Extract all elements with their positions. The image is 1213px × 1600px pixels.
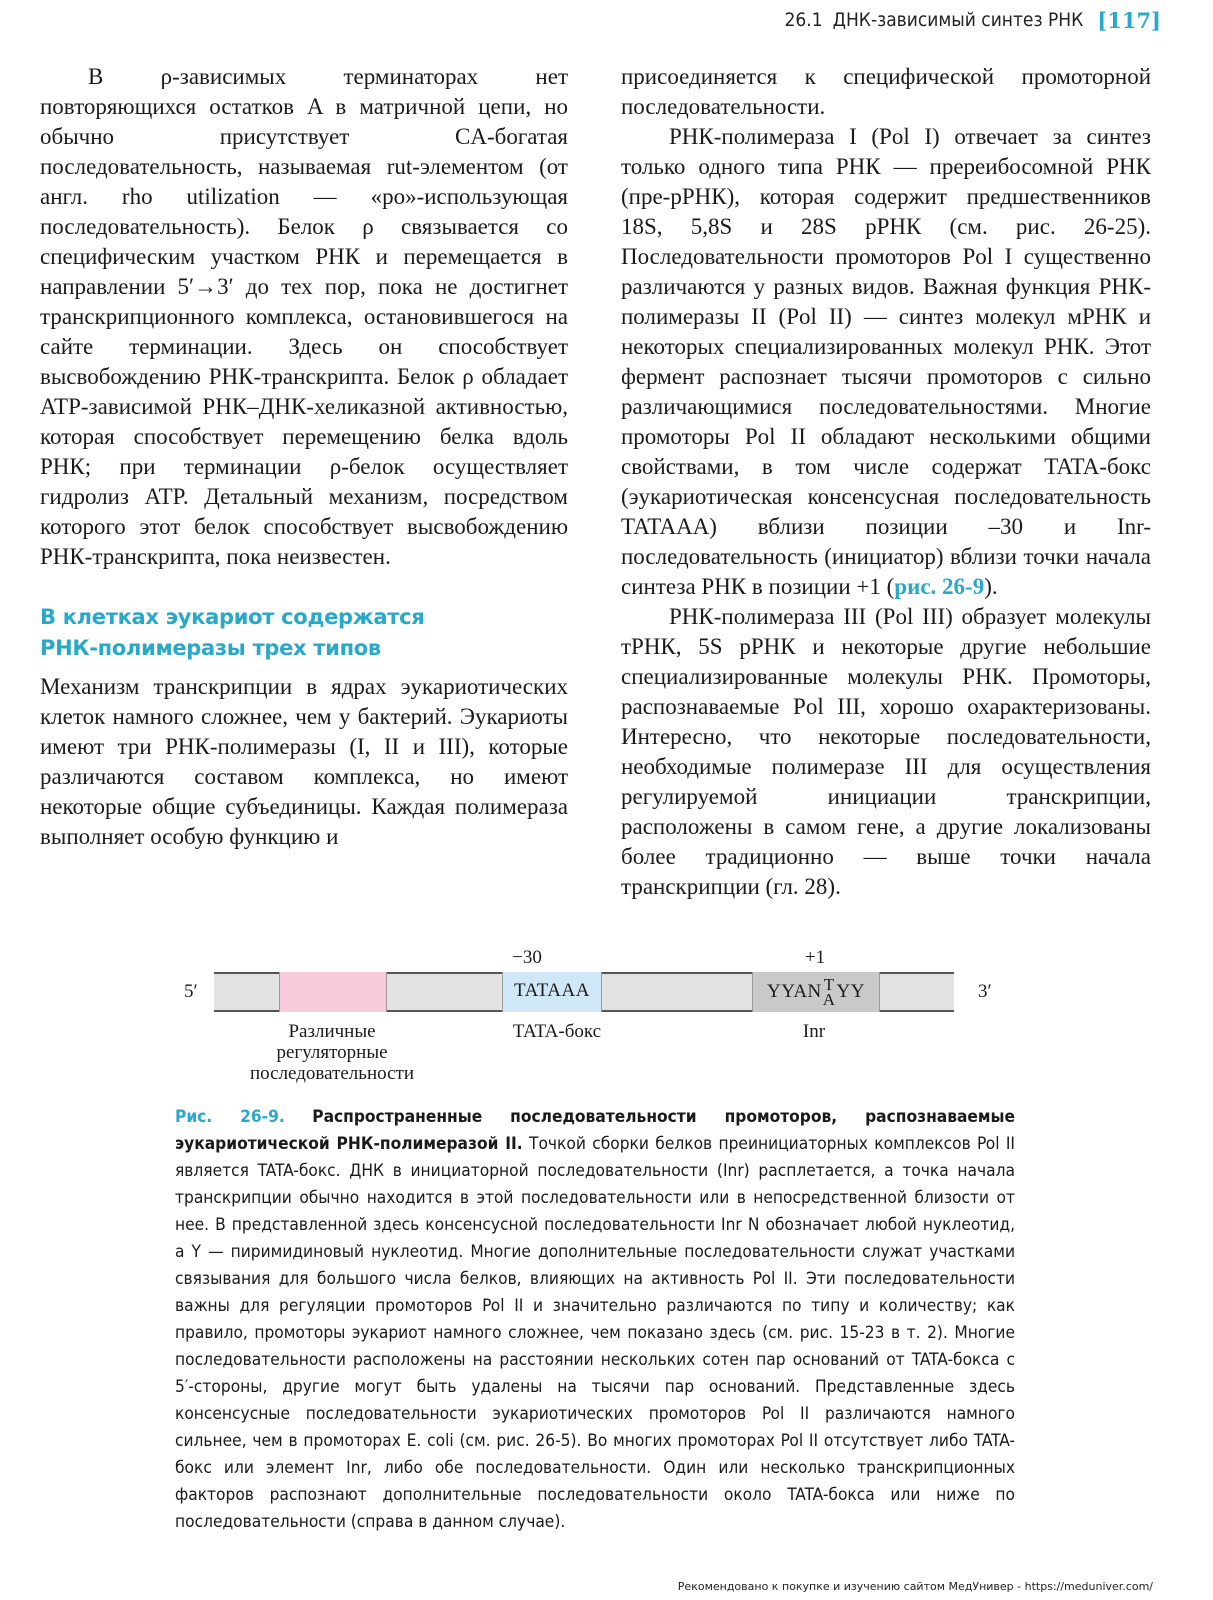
pol-i-ii-end: ). [984, 574, 998, 599]
regulatory-label [232, 1021, 432, 1084]
tata-box-label: TATA-бокс [512, 1021, 602, 1042]
pol-i-ii-text: РНК-полимераза I (Pol I) отвечает за синтез только одного типа РНК — пререибосомной РНК (пре-рРНК), которая содержит предшественников 18S, 5,8S и 28S рРНК (см. рис. 26-25). Последовательности промоторов Pol I существенно различаются у разных видов. Важная функция РНК-полимеразы II (Pol II) — синтез молекул мРНК и некоторых специализированных молекул РНК. Этот фермент распознает тысячи промоторов с сильно различающимися последовательностями. Многие промоторы Pol II обладают несколькими общими свойствами, в том числе содержат TATA-бокс (эукариотическая консенсусная последовательность TATAAA) вблизи позиции –30 и Inr-последовательность (инициатор) вблизи точки начала синтеза РНК в позиции +1 ( [621, 124, 1151, 599]
running-header [785, 4, 1161, 36]
footer-note: Рекомендовано к покупке и изучению сайтом МедУнивер - https://meduniver.com/ [677, 1580, 1153, 1593]
figure-caption [175, 1104, 1015, 1536]
caption-figure-number: Рис. 26-9. [175, 1107, 285, 1127]
paragraph-pol-i-ii [621, 122, 1151, 602]
heading-line-1: В клетках эукариот содержатся [40, 605, 425, 629]
regulatory-label-line-1: Различные [288, 1021, 376, 1042]
inr-segment [752, 972, 880, 1012]
right-column [621, 62, 1151, 902]
heading-line-2: РНК-полимеразы трех типов [40, 636, 381, 660]
regulatory-label-line-2: регуляторные [276, 1042, 388, 1063]
section-heading [40, 602, 568, 664]
regulatory-sequences-segment [279, 972, 387, 1012]
section-number: 26.1 [784, 9, 823, 31]
position-minus-30: −30 [512, 947, 542, 968]
paragraph-pol-iii: РНК-полимераза III (Pol III) образует молекулы тРНК, 5S рРНК и некоторые другие небольшие специализированные молекулы РНК. Промоторы, распознаваемые Pol III, хорошо охарактеризованы. Интересно, что некоторые последовательности, необходимые полимеразе III для осуществления регулируемой инициации транскрипции, расположены в самом гене, а другие локализованы более традиционно — выше точки начала транскрипции (гл. 28). [621, 604, 1151, 899]
inr-left: YYAN [766, 981, 822, 1002]
five-prime-label: 5′ [184, 981, 198, 1002]
section-title: ДНК-зависимый синтез РНК [832, 9, 1084, 31]
paragraph-rho-termination: В ρ-зависимых терминаторах нет повторяющихся остатков A в матричной цепи, но обычно присутствует CA-богатая последовательность, называемая rut-элементом (от англ. rho utilization — «ро»-использующая последовательность). Белок ρ связывается со специфическим участком РНК и перемещается в направлении 5′→3′ до тех пор, пока не достигнет транскрипционного комплекса, остановившегося на сайте терминации. Здесь он способствует высвобождению РНК-транскрипта. Белок ρ обладает ATP-зависимой РНК–ДНК-хеликазной активностью, которая способствует перемещению белка вдоль РНК; при терминации ρ-белок осуществляет гидролиз ATP. Детальный механизм, посредством которого этот белок способствует высвобождению РНК-транскрипта, пока неизвестен. [40, 64, 568, 569]
dna-strand [214, 972, 954, 1012]
left-column [40, 62, 568, 852]
paragraph-continuation: присоединяется к специфической промоторной последовательности. [621, 64, 1151, 119]
promoter-diagram [180, 945, 1020, 1095]
inr-label: Inr [802, 1021, 826, 1042]
position-plus-1: +1 [804, 947, 826, 968]
three-prime-label: 3′ [978, 981, 992, 1002]
tata-sequence: TATAAA [514, 980, 590, 1001]
inr-sequence [753, 974, 879, 1010]
caption-title: Распространенные последовательности промоторов, распознаваемые эукариотической РНК-полимеразой II. [175, 1107, 1016, 1154]
tata-box-segment [502, 972, 602, 1012]
inr-right: YY [836, 981, 865, 1002]
page-number: [117] [1097, 7, 1161, 33]
regulatory-label-line-3: последовательности [250, 1063, 414, 1084]
caption-text: Точкой сборки белков преинициаторных комплексов Pol II является TATA-бокс. ДНК в инициаторной последовательности (Inr) расплетается, а точка начала транскрипции обычно находится в этой последовательности или в непосредственной близости от нее. В представленной здесь консенсусной последовательности Inr N обозначает любой нуклеотид, а Y — пиримидиновый нуклеотид. Многие дополнительные последовательности служат участками связывания для большого числа белков, влияющих на активность Pol II. Эти последовательности важны для регуляции промоторов Pol II и значительно различаются по типу и количеству; как правило, промоторы эукариот намного сложнее, чем показано здесь (см. рис. 15-23 в т. 2). Многие последовательности расположены на расстоянии нескольких сотен пар оснований от TATA-бокса с 5′-стороны, другие могут быть удалены на тысячи пар оснований. Представленные здесь консенсусные последовательности эукариотических промоторов Pol II различаются намного сильнее, чем в промоторах E. coli (см. рис. 26-5). Во многих промоторах Pol II отсутствует либо TATA-бокс или элемент Inr, либо обе последовательности. Один или несколько транскрипционных факторов распознают дополнительные последовательности около TATA-бокса или ниже по последовательности (справа в данном случае). [175, 1134, 1015, 1532]
figure-reference-link[interactable]: рис. 26-9 [894, 574, 985, 599]
inr-bottom: A [822, 990, 836, 1009]
inr-top: T [823, 975, 835, 994]
paragraph-eukaryotic-transcription: Механизм транскрипции в ядрах эукариотических клеток намного сложнее, чем у бактерий. Эукариоты имеют три РНК-полимеразы (I, II и III), которые различаются составом комплекса, но имеют некоторые общие субъединицы. Каждая полимераза выполняет особую функцию и [40, 674, 568, 849]
inr-stacked [823, 977, 836, 1007]
